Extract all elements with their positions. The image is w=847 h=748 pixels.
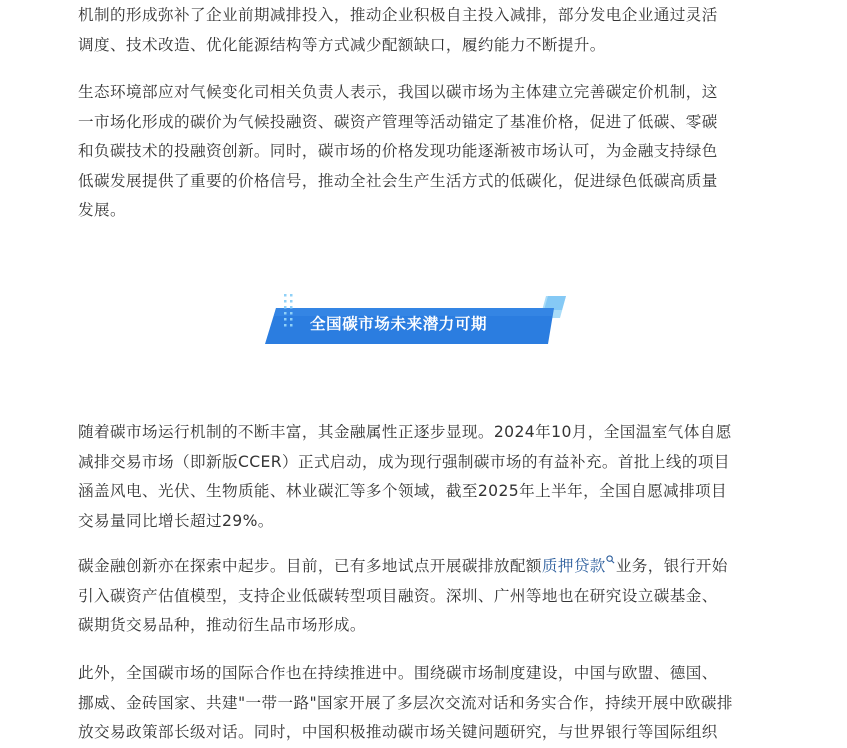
paragraph-line: 调度、技术改造、优化能源结构等方式减少配额缺口，履约能力不断提升。: [78, 35, 606, 54]
paragraph-3: [78, 418, 768, 536]
paragraph-line: 低碳发展提供了重要的价格信号，推动全社会生产生活方式的低碳化，促进绿色低碳高质量: [78, 171, 718, 190]
paragraph-1: [78, 1, 768, 60]
paragraph-line: 交易量同比增长超过29%。: [78, 511, 274, 530]
section-title: 全国碳市场未来潜力可期: [310, 315, 488, 333]
paragraph-line: 和负碳技术的投融资创新。同时，碳市场的价格发现功能逐渐被市场认可，为金融支持绿色: [78, 142, 718, 160]
paragraph-line: 随着碳市场运行机制的不断丰富，其金融属性正逐步显现。2024年10月，全国温室气体自愿: [78, 423, 732, 441]
paragraph-5: [78, 659, 768, 748]
section-heading-banner: [262, 294, 572, 348]
paragraph-text: 业务，银行开始: [615, 557, 728, 575]
paragraph-line: 涵盖风电、光伏、生物质能、林业碳汇等多个领域，截至2025年上半年，全国自愿减排项目: [78, 482, 728, 500]
paragraph-text: 碳金融创新亦在探索中起步。目前，已有多地试点开展碳排放配额: [78, 557, 542, 575]
paragraph-line: 引入碳资产估值模型，支持企业低碳转型项目融资。深圳、广州等地也在研究设立碳基金、: [78, 586, 718, 605]
paragraph-line: 碳期货交易品种，推动衍生品市场形成。: [78, 616, 366, 634]
paragraph-line: 机制的形成弥补了企业前期减排投入，推动企业积极自主投入减排，部分发电企业通过灵活: [78, 6, 718, 24]
paragraph-line: 挪威、金砖国家、共建"一带一路"国家开展了多层次交流对话和务实合作，持续开展中欧碳排: [78, 693, 733, 712]
paragraph-line: 减排交易市场（即新版CCER）正式启动，成为现行强制碳市场的有益补充。首批上线的项目: [78, 452, 730, 471]
search-icon[interactable]: [606, 555, 615, 564]
paragraph-line: [78, 552, 768, 582]
pledge-loan-link[interactable]: 质押贷款: [541, 557, 606, 575]
paragraph-line: 生态环境部应对气候变化司相关负责人表示，我国以碳市场为主体建立完善碳定价机制，这: [78, 83, 718, 101]
paragraph-line: 发展。: [78, 201, 126, 219]
paragraph-line: 放交易政策部长级对话。同时，中国积极推动碳市场关键问题研究，与世界银行等国际组织: [78, 723, 718, 741]
paragraph-2: [78, 78, 768, 226]
paragraph-line: 一市场化形成的碳价为气候投融资、碳资产管理等活动锚定了基准价格，促进了低碳、零碳: [78, 112, 718, 131]
dots-decoration-icon: [284, 294, 296, 334]
paragraph-4: [78, 552, 768, 641]
paragraph-line: 此外，全国碳市场的国际合作也在持续推进中。围绕碳市场制度建设，中国与欧盟、德国、: [78, 664, 718, 682]
